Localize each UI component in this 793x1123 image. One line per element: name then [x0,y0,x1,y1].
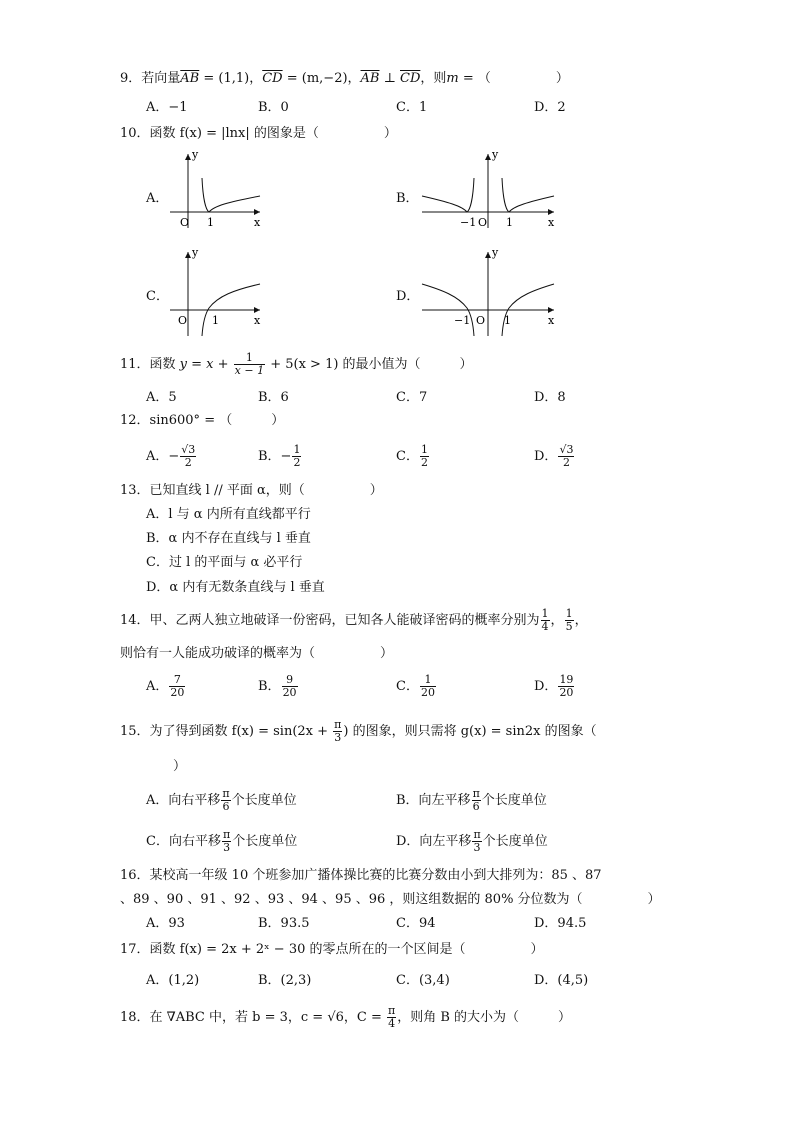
q9-stem: 9．若向量$\overline{AB} = (1,1)$，$\overline{CD} = (m,-2)$，$\overline{AB}$ ⊥ $\overline{CD}$，则m = （ ） [120,71,569,86]
svg-text:x: x [548,216,555,229]
q12-option-d[interactable]: D． $\frac{√3}{2}$ [534,443,574,469]
svg-text:y: y [492,148,499,161]
q17-stem: 17．函数 f(x) = 2x + 2ˣ − 30 的零点所在的一个区间是（ ） [120,942,544,957]
svg-text:O: O [178,314,188,327]
q12-stem: 12．sin600° = （ ） [120,413,285,428]
q10-graph-b [420,150,560,230]
svg-text:x: x [254,314,261,327]
q14-option-d[interactable]: D． $\frac{19}{20}$ [534,673,574,699]
q16-stem: 16．某校高一年级 10 个班参加广播体操比赛的比赛分数由小到大排列为：85 、87 [120,868,602,883]
q11-option-c[interactable]: C．7 [396,390,428,405]
q12-option-b[interactable]: B．− $\frac{1}{2}$ [258,443,301,469]
svg-text:O: O [180,216,190,229]
svg-text:x: x [548,314,555,327]
q16-option-c[interactable]: C．94 [396,916,436,931]
q14-option-a[interactable]: A． $\frac{7}{20}$ [146,673,185,699]
q15-option-b[interactable]: B．向左平移 $\frac{\pi}{6}$ 个长度单位 [396,787,547,813]
q11-option-b[interactable]: B．6 [258,390,289,405]
q9-option-a[interactable]: A．−1 [146,100,188,115]
q12-option-c[interactable]: C． $\frac{1}{2}$ [396,443,428,469]
q17-option-c[interactable]: C．(3,4) [396,973,450,988]
q9-option-c[interactable]: C．1 [396,100,428,115]
q13-option-c[interactable]: C．过 l 的平面与 α 必平行 [146,555,303,570]
svg-text:−1: −1 [454,314,471,327]
q11-option-a[interactable]: A．5 [146,390,177,405]
q14-option-b[interactable]: B． $\frac{9}{20}$ [258,673,297,699]
q17-option-a[interactable]: A．(1,2) [146,973,200,988]
q16-option-d[interactable]: D．94.5 [534,916,587,931]
svg-text:O: O [478,216,488,229]
q11-option-d[interactable]: D．8 [534,390,566,405]
q13-stem: 13．已知直线 l // 平面 α，则（ ） [120,483,383,498]
q9-option-d[interactable]: D．2 [534,100,566,115]
q14-stem-line2: 则恰有一人能成功破译的概率为（ ） [120,646,394,661]
svg-text:1: 1 [506,216,513,229]
q10-graph-c [168,248,268,338]
q18-stem: 18．在 ∇ABC 中，若 b = 3，c = √6，C = $\frac{\pi}{4}$ ，则角 B 的大小为（ ） [120,1004,572,1030]
q17-option-d[interactable]: D．(4,5) [534,973,589,988]
q10-option-b[interactable]: B． [396,191,419,206]
q15-option-c[interactable]: C．向右平移 $\frac{\pi}{3}$ 个长度单位 [146,828,298,854]
svg-text:y: y [192,246,199,259]
q17-option-b[interactable]: B．(2,3) [258,973,312,988]
q16-stem-line2: 、89 、90 、91 、92 、93 、94 、95 、96 ，则这组数据的 80% 分位数为（ ） [120,892,661,907]
svg-text:1: 1 [504,314,511,327]
q11-stem: 11．函数 y = x + $\frac{1}{x - 1}$ + 5(x > 1) 的最小值为（ ） [120,351,473,377]
q10-option-d[interactable]: D． [396,289,420,304]
q14-option-c[interactable]: C． $\frac{1}{20}$ [396,673,435,699]
svg-text:y: y [192,148,199,161]
svg-text:1: 1 [212,314,219,327]
q13-option-d[interactable]: D．α 内有无数条直线与 l 垂直 [146,580,325,595]
q13-option-b[interactable]: B．α 内不存在直线与 l 垂直 [146,531,311,546]
q10-graph-d [420,248,560,338]
q10-option-c[interactable]: C． [146,289,169,304]
svg-text:x: x [254,216,261,229]
q15-stem: 15．为了得到函数 f(x) = sin(2x + $\frac{\pi}{3}$ ) 的图象，则只需将 g(x) = sin2x 的图象（ [120,718,597,744]
q9-option-b[interactable]: B．0 [258,100,289,115]
q16-option-b[interactable]: B．93.5 [258,916,310,931]
q12-option-a[interactable]: A．− $\frac{√3}{2}$ [146,443,196,469]
q10-option-a[interactable]: A． [146,191,169,206]
q15-option-d[interactable]: D．向左平移 $\frac{\pi}{3}$ 个长度单位 [396,828,548,854]
q13-option-a[interactable]: A．l 与 α 内所有直线都平行 [146,507,311,522]
svg-text:y: y [492,246,499,259]
q10-stem: 10．函数 f(x) = |lnx| 的图象是（ ） [120,126,397,141]
svg-text:O: O [476,314,486,327]
q10-graph-a [168,150,268,230]
svg-text:1: 1 [207,216,214,229]
q15-stem-line2: ） [160,759,187,774]
q14-stem: 14．甲、乙两人独立地破译一份密码，已知各人能破译密码的概率分别为 $\frac{1}{4}$ ， $\frac{1}{5}$ ， [120,607,588,633]
q15-option-a[interactable]: A．向右平移 $\frac{\pi}{6}$ 个长度单位 [146,787,297,813]
q16-option-a[interactable]: A．93 [146,916,185,931]
svg-text:−1: −1 [460,216,477,229]
